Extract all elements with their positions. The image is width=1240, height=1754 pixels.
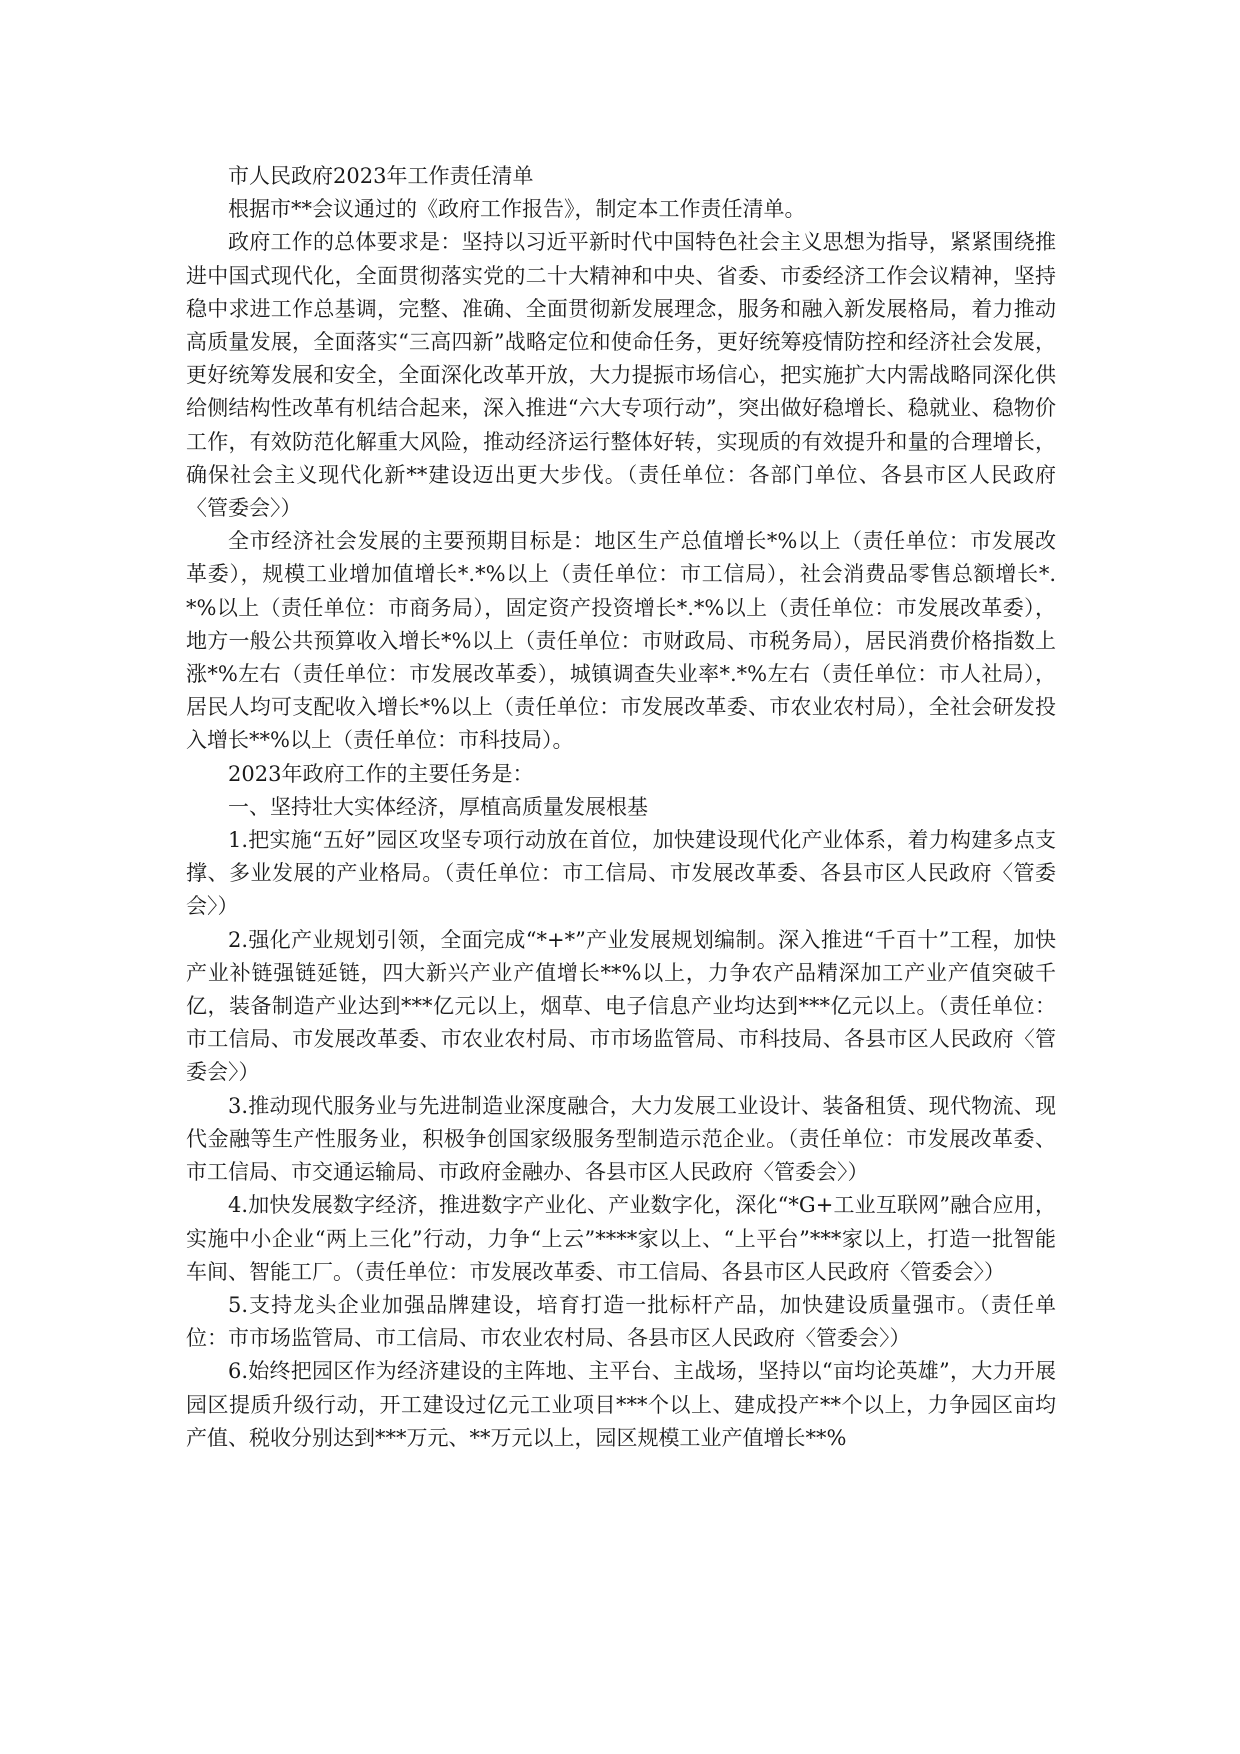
task-item-4: 4.加快发展数字经济，推进数字产业化、产业数字化，深化“*G+工业互联网”融合应用，实施中小企业“两上三化”行动，力争“上云”****家以上、“上平台”***家以上，打造一批智能车间、智能工厂。（责任单位：市发展改革委、市工信局、各县市区人民政府〈管委会〉） [186, 1193, 1056, 1284]
intro-paragraph: 根据市**会议通过的《政府工作报告》，制定本工作责任清单。 [228, 197, 806, 222]
task-item-1: 1.把实施“五好”园区攻坚专项行动放在首位，加快建设现代化产业体系，着力构建多点支撑、多业发展的产业格局。（责任单位：市工信局、市发展改革委、各县市区人民政府〈管委会〉） [186, 828, 1056, 919]
task-item-2: 2.强化产业规划引领，全面完成“*+*”产业发展规划编制。深入推进“千百十”工程，加快产业补链强链延链，四大新兴产业产值增长**%以上，力争农产品精深加工产业产值突破千亿，装备制造产业达到***亿元以上，烟草、电子信息产业均达到***亿元以上。（责任单位：市工信局、市发展改革委、市农业农村局、市市场监管局、市科技局、各县市区人民政府〈管委会〉） [186, 927, 1056, 1085]
task-item-5: 5.支持龙头企业加强品牌建设，培育打造一批标杆产品，加快建设质量强市。（责任单位：市市场监管局、市工信局、市农业农村局、各县市区人民政府〈管委会〉） [186, 1292, 1056, 1351]
general-requirements-paragraph: 政府工作的总体要求是：坚持以习近平新时代中国特色社会主义思想为指导，紧紧围绕推进中国式现代化，全面贯彻落实党的二十大精神和中央、省委、市委经济工作会议精神，坚持稳中求进工作总基调，完整、准确、全面贯彻新发展理念，服务和融入新发展格局，着力推动高质量发展，全面落实“三高四新”战略定位和使命任务，更好统筹疫情防控和经济社会发展，更好统筹发展和安全，全面深化改革开放，大力提振市场信心，把实施扩大内需战略同深化供给侧结构性改革有机结合起来，深入推进“六大专项行动”，突出做好稳增长、稳就业、稳物价工作，有效防范化解重大风险，推动经济运行整体好转，实现质的有效提升和量的合理增长，确保社会主义现代化新**建设迈出更大步伐。（责任单位：各部门单位、各县市区人民政府〈管委会〉） [186, 230, 1056, 521]
task-item-3: 3.推动现代服务业与先进制造业深度融合，大力发展工业设计、装备租赁、现代物流、现代金融等生产性服务业，积极争创国家级服务型制造示范企业。（责任单位：市发展改革委、市工信局、市交通运输局、市政府金融办、各县市区人民政府〈管委会〉） [186, 1093, 1056, 1185]
expected-targets-paragraph: 全市经济社会发展的主要预期目标是：地区生产总值增长*%以上（责任单位：市发展改革委），规模工业增加值增长*.*%以上（责任单位：市工信局），社会消费品零售总额增长*.*%以上（责任单位：市商务局），固定资产投资增长*.*%以上（责任单位：市发展改革委），地方一般公共预算收入增长*%以上（责任单位：市财政局、市税务局），居民消费价格指数上涨*%左右（责任单位：市发展改革委），城镇调查失业率*.*%左右（责任单位：市人社局），居民人均可支配收入增长*%以上（责任单位：市发展改革委、市农业农村局），全社会研发投入增长**%以上（责任单位：市科技局）。 [186, 529, 1056, 753]
document-title: 市人民政府2023年工作责任清单 [228, 164, 534, 188]
section-heading-1: 一、坚持壮大实体经济，厚植高质量发展根基 [228, 794, 648, 819]
document-body [186, 160, 1056, 1455]
main-tasks-heading: 2023年政府工作的主要任务是： [228, 761, 534, 786]
task-item-6: 6.始终把园区作为经济建设的主阵地、主平台、主战场，坚持以“亩均论英雄”，大力开展园区提质升级行动，开工建设过亿元工业项目***个以上、建成投产**个以上，力争园区亩均产值、税收分别达到***万元、**万元以上，园区规模工业产值增长**% [186, 1359, 1056, 1450]
